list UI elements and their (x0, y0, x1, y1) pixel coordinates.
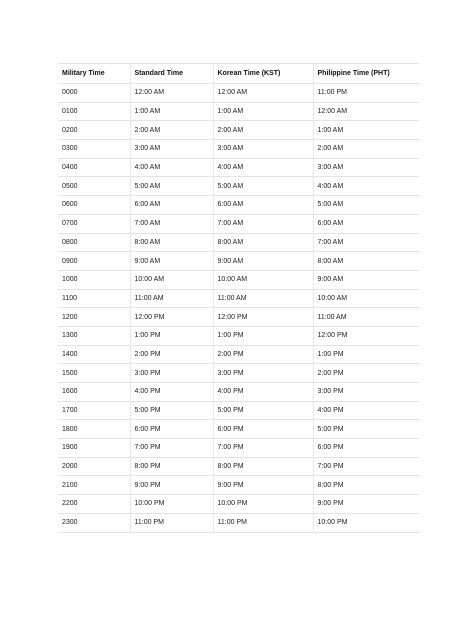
cell-korean-time: 10:00 AM (213, 270, 313, 289)
cell-military-time: 2200 (58, 495, 130, 514)
table-row (58, 401, 419, 420)
cell-philippine-time: 8:00 PM (313, 476, 419, 495)
cell-standard-time: 3:00 PM (130, 364, 213, 383)
table-body (58, 84, 419, 533)
cell-military-time: 1600 (58, 383, 130, 402)
cell-military-time: 1100 (58, 289, 130, 308)
cell-philippine-time: 2:00 AM (313, 140, 419, 159)
table-row (58, 326, 419, 345)
cell-korean-time: 11:00 PM (213, 513, 313, 532)
cell-korean-time: 10:00 PM (213, 495, 313, 514)
cell-philippine-time: 7:00 AM (313, 233, 419, 252)
cell-standard-time: 6:00 PM (130, 420, 213, 439)
table-row (58, 270, 419, 289)
cell-military-time: 2100 (58, 476, 130, 495)
cell-philippine-time: 4:00 PM (313, 401, 419, 420)
table-row (58, 513, 419, 532)
cell-korean-time: 4:00 PM (213, 383, 313, 402)
header-military-time: Military Time (58, 64, 130, 84)
cell-standard-time: 7:00 AM (130, 214, 213, 233)
table-row (58, 476, 419, 495)
cell-standard-time: 3:00 AM (130, 140, 213, 159)
cell-philippine-time: 3:00 AM (313, 158, 419, 177)
cell-military-time: 1900 (58, 439, 130, 458)
table-row (58, 289, 419, 308)
cell-philippine-time: 5:00 AM (313, 196, 419, 215)
cell-military-time: 1300 (58, 326, 130, 345)
cell-military-time: 0900 (58, 252, 130, 271)
cell-korean-time: 6:00 PM (213, 420, 313, 439)
cell-standard-time: 8:00 PM (130, 457, 213, 476)
cell-korean-time: 3:00 PM (213, 364, 313, 383)
cell-military-time: 0200 (58, 121, 130, 140)
table-row (58, 252, 419, 271)
cell-military-time: 2000 (58, 457, 130, 476)
cell-military-time: 0300 (58, 140, 130, 159)
cell-standard-time: 2:00 AM (130, 121, 213, 140)
cell-standard-time: 9:00 PM (130, 476, 213, 495)
cell-military-time: 1700 (58, 401, 130, 420)
table-row (58, 364, 419, 383)
cell-philippine-time: 8:00 AM (313, 252, 419, 271)
cell-korean-time: 4:00 AM (213, 158, 313, 177)
cell-military-time: 0500 (58, 177, 130, 196)
table-row (58, 383, 419, 402)
cell-philippine-time: 1:00 AM (313, 121, 419, 140)
table-row (58, 308, 419, 327)
cell-philippine-time: 4:00 AM (313, 177, 419, 196)
table-header (58, 64, 419, 84)
cell-standard-time: 1:00 PM (130, 326, 213, 345)
cell-korean-time: 2:00 PM (213, 345, 313, 364)
cell-standard-time: 4:00 PM (130, 383, 213, 402)
cell-standard-time: 2:00 PM (130, 345, 213, 364)
cell-standard-time: 11:00 AM (130, 289, 213, 308)
cell-military-time: 1800 (58, 420, 130, 439)
cell-military-time: 0400 (58, 158, 130, 177)
cell-standard-time: 12:00 PM (130, 308, 213, 327)
cell-standard-time: 7:00 PM (130, 439, 213, 458)
cell-korean-time: 1:00 AM (213, 102, 313, 121)
cell-standard-time: 9:00 AM (130, 252, 213, 271)
time-conversion-table (58, 63, 419, 533)
table-row (58, 214, 419, 233)
cell-philippine-time: 1:00 PM (313, 345, 419, 364)
table-row (58, 196, 419, 215)
cell-korean-time: 2:00 AM (213, 121, 313, 140)
cell-military-time: 1200 (58, 308, 130, 327)
table-row (58, 84, 419, 103)
cell-philippine-time: 7:00 PM (313, 457, 419, 476)
table-row (58, 457, 419, 476)
cell-korean-time: 5:00 AM (213, 177, 313, 196)
table-row (58, 420, 419, 439)
header-korean-time: Korean Time (KST) (213, 64, 313, 84)
cell-philippine-time: 9:00 PM (313, 495, 419, 514)
cell-korean-time: 9:00 AM (213, 252, 313, 271)
cell-military-time: 0700 (58, 214, 130, 233)
cell-korean-time: 12:00 AM (213, 84, 313, 103)
cell-standard-time: 1:00 AM (130, 102, 213, 121)
cell-military-time: 0600 (58, 196, 130, 215)
cell-standard-time: 5:00 AM (130, 177, 213, 196)
cell-korean-time: 1:00 PM (213, 326, 313, 345)
cell-philippine-time: 11:00 PM (313, 84, 419, 103)
header-standard-time: Standard Time (130, 64, 213, 84)
cell-korean-time: 8:00 AM (213, 233, 313, 252)
table-row (58, 140, 419, 159)
cell-philippine-time: 12:00 PM (313, 326, 419, 345)
cell-philippine-time: 9:00 AM (313, 270, 419, 289)
table-row (58, 158, 419, 177)
cell-military-time: 0100 (58, 102, 130, 121)
table-row (58, 495, 419, 514)
cell-philippine-time: 2:00 PM (313, 364, 419, 383)
cell-military-time: 1500 (58, 364, 130, 383)
cell-korean-time: 5:00 PM (213, 401, 313, 420)
table-row (58, 121, 419, 140)
cell-korean-time: 9:00 PM (213, 476, 313, 495)
cell-philippine-time: 6:00 PM (313, 439, 419, 458)
cell-standard-time: 12:00 AM (130, 84, 213, 103)
table-row (58, 177, 419, 196)
cell-standard-time: 11:00 PM (130, 513, 213, 532)
cell-standard-time: 6:00 AM (130, 196, 213, 215)
cell-military-time: 2300 (58, 513, 130, 532)
cell-military-time: 1000 (58, 270, 130, 289)
cell-korean-time: 11:00 AM (213, 289, 313, 308)
cell-korean-time: 12:00 PM (213, 308, 313, 327)
table-row (58, 233, 419, 252)
cell-standard-time: 10:00 PM (130, 495, 213, 514)
table-row (58, 102, 419, 121)
cell-philippine-time: 6:00 AM (313, 214, 419, 233)
cell-military-time: 0800 (58, 233, 130, 252)
cell-korean-time: 8:00 PM (213, 457, 313, 476)
cell-standard-time: 4:00 AM (130, 158, 213, 177)
cell-korean-time: 3:00 AM (213, 140, 313, 159)
table-row (58, 439, 419, 458)
cell-philippine-time: 10:00 PM (313, 513, 419, 532)
cell-korean-time: 6:00 AM (213, 196, 313, 215)
cell-philippine-time: 5:00 PM (313, 420, 419, 439)
cell-philippine-time: 3:00 PM (313, 383, 419, 402)
cell-philippine-time: 11:00 AM (313, 308, 419, 327)
cell-korean-time: 7:00 AM (213, 214, 313, 233)
cell-standard-time: 8:00 AM (130, 233, 213, 252)
cell-korean-time: 7:00 PM (213, 439, 313, 458)
cell-philippine-time: 10:00 AM (313, 289, 419, 308)
header-row (58, 64, 419, 84)
cell-standard-time: 5:00 PM (130, 401, 213, 420)
header-philippine-time: Philippine Time (PHT) (313, 64, 419, 84)
cell-philippine-time: 12:00 AM (313, 102, 419, 121)
cell-military-time: 1400 (58, 345, 130, 364)
cell-military-time: 0000 (58, 84, 130, 103)
cell-standard-time: 10:00 AM (130, 270, 213, 289)
table-row (58, 345, 419, 364)
